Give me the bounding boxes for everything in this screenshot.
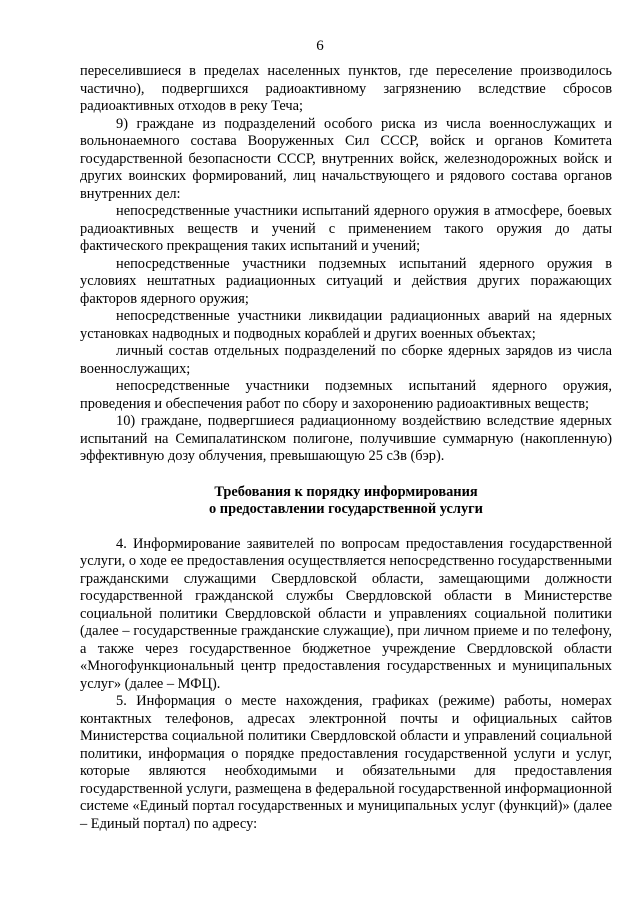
- section-heading-line-2: о предоставлении государственной услуги: [209, 501, 483, 517]
- paragraph-item-10: 10) граждане, подвергшиеся радиационному воздействию вследствие ядерных испытаний на Семипалатинском полигоне, получившие суммарную (накопленную) эффективную дозу облучения, превышающую 25 сЗв (бэр).: [80, 413, 612, 464]
- paragraph-item-9-underground-tests-disposal: непосредственные участники подземных испытаний ядерного оружия, проведения и обеспечения работ по сбору и захоронению радиоактивных веществ;: [80, 378, 612, 412]
- paragraph-item-9-accident-liquidation: непосредственные участники ликвидации радиационных аварий на ядерных установках надводных и подводных кораблей и других военных объектах;: [80, 308, 612, 342]
- paragraph-continuation: переселившиеся в пределах населенных пунктов, где переселение производилось частично), подвергшихся радиоактивному загрязнению вследствие сбросов радиоактивных отходов в реку Теча;: [80, 63, 612, 114]
- paragraph-item-9-assembly-personnel: личный состав отдельных подразделений по сборке ядерных зарядов из числа военнослужащих;: [80, 343, 612, 377]
- section-heading: [80, 484, 612, 519]
- paragraph-item-9-atmospheric-tests: непосредственные участники испытаний ядерного оружия в атмосфере, боевых радиоактивных веществ и учений с применением такого оружия до даты фактического прекращения таких испытаний и учений;: [80, 203, 612, 254]
- page-number: 6: [316, 38, 324, 54]
- document-body: [80, 63, 612, 833]
- section-heading-line-1: Требования к порядку информирования: [214, 483, 478, 500]
- paragraph-item-9-underground-tests-emergency: непосредственные участники подземных испытаний ядерного оружия в условиях нештатных радиационных ситуаций и действия других поражающих факторов ядерного оружия;: [80, 255, 612, 307]
- paragraph-item-9: 9) граждане из подразделений особого риска из числа военнослужащих и вольнонаемного состава Вооруженных Сил СССР, войск и органов Комитета государственной безопасности СССР, внутренних войск, железнодорожных войск и других воинских формирований, лиц начальствующего и рядового состава органов внутренних дел:: [80, 115, 612, 202]
- paragraph-item-5: 5. Информация о месте нахождения, графиках (режиме) работы, номерах контактных телефонов, адресах электронной почты и официальных сайтов Министерства социальной политики Свердловской области и управлений социальной политики, информация о порядке предоставления государственной услуги и услуг, которые являются необходимыми и обязательными для предоставления государственной услуги, размещена в федеральной государственной информационной системе «Единый портал государственных и муниципальных услуг (функций)» (далее – Единый портал) по адресу:: [80, 693, 612, 832]
- paragraph-item-4: 4. Информирование заявителей по вопросам предоставления государственной услуги, о ходе ее предоставления осуществляется непосредственно государственными гражданскими служащими Свердловской области, замещающими должности государственной гражданской службы Свердловской области в Министерстве социальной политики Свердловской области и управлениях социальной политики (далее – государственные гражданские служащие), при личном приеме и по телефону, а также через государственное бюджетное учреждение Свердловской области «Многофункциональный центр предоставления государственных и муниципальных услуг» (далее – МФЦ).: [80, 535, 612, 692]
